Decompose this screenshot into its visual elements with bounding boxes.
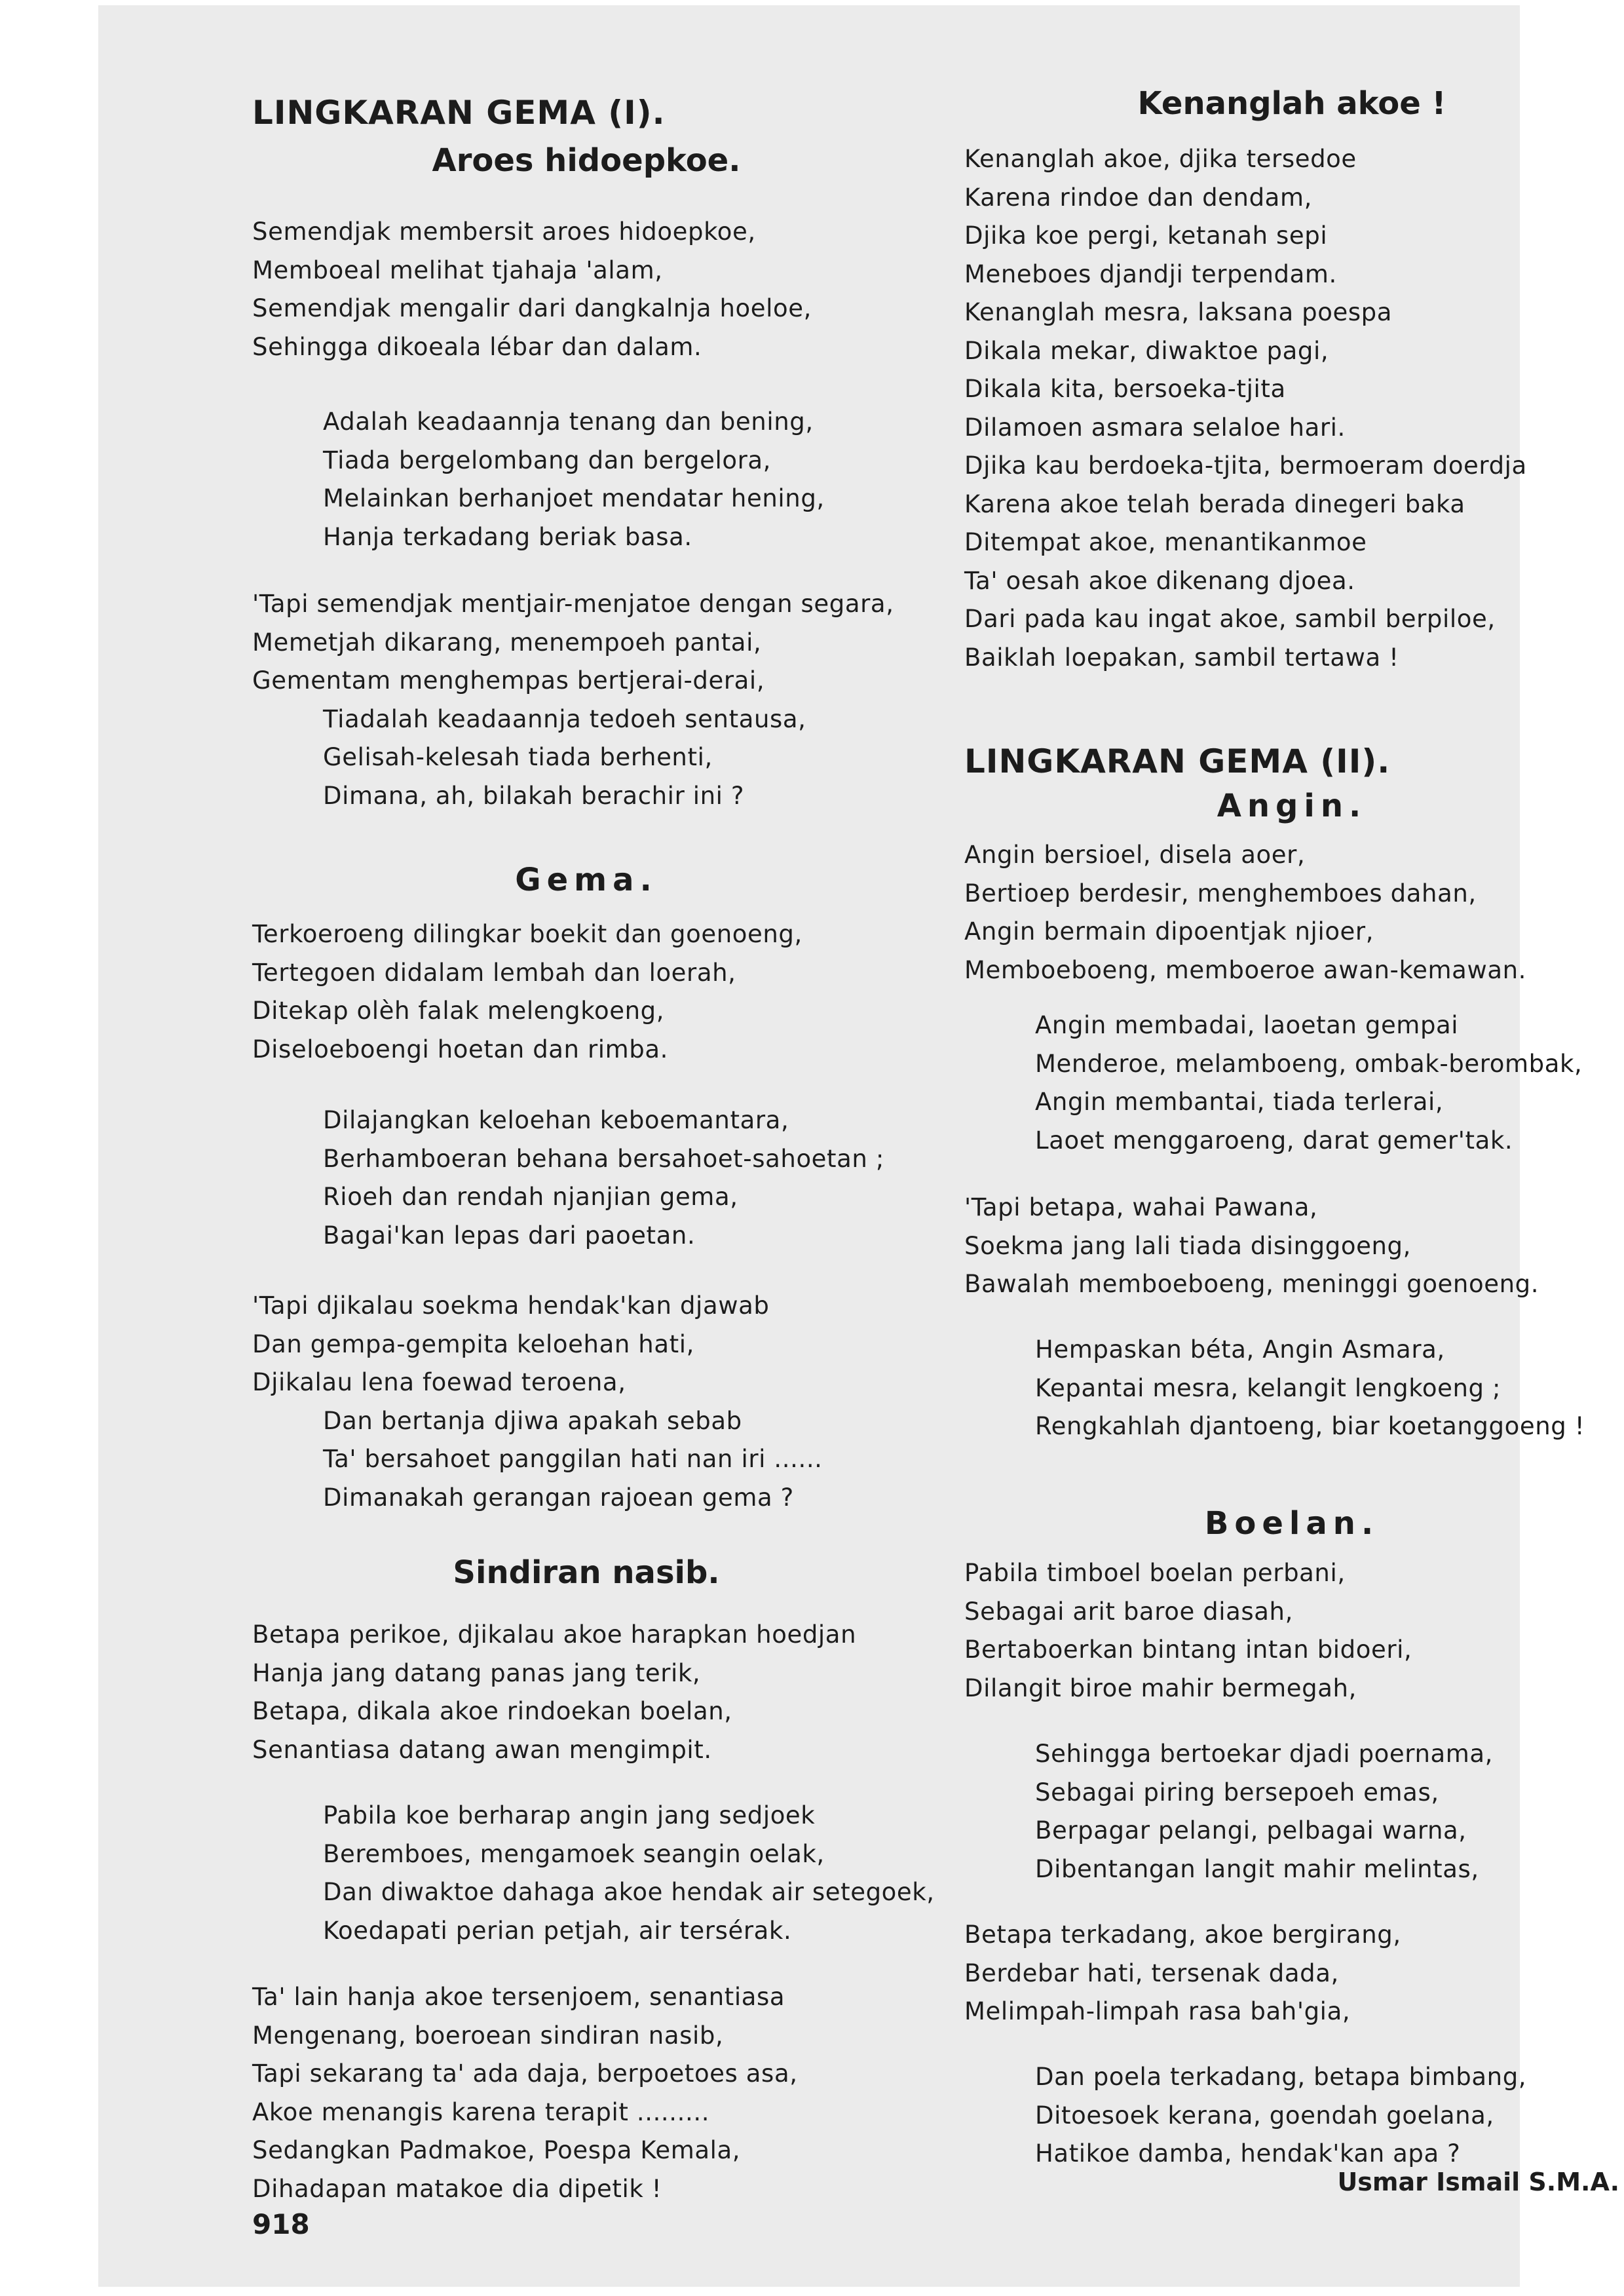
poem-title: Kenanglah akoe !: [1137, 85, 1446, 122]
poem-line: Angin bermain dipoentjak njioer,: [964, 917, 1374, 946]
poem-line: Kepantai mesra, kelangit lengkoeng ;: [1035, 1373, 1501, 1402]
poem-line: Hatikoe damba, hendak'kan apa ?: [1035, 2139, 1461, 2168]
poem-line: Diseloeboengi hoetan dan rimba.: [252, 1035, 669, 1063]
poem-line: Sebagai arit baroe diasah,: [964, 1597, 1293, 1626]
poem-kenanglah-akoe: [964, 84, 1619, 123]
poem-gema: [252, 860, 920, 900]
poem-line: Meneboes djandji terpendam.: [964, 259, 1337, 288]
poem-line: Sehingga bertoekar djadi poernama,: [1035, 1740, 1494, 1768]
poem-line: Bertaboerkan bintang intan bidoeri,: [964, 1636, 1412, 1664]
poem-line: Dan diwaktoe dahaga akoe hendak air setegoek,: [323, 1878, 935, 1906]
poem-line: Angin bersioel, disela aoer,: [964, 841, 1306, 869]
poem-line: Karena akoe telah berada dinegeri baka: [964, 489, 1465, 518]
poem-line: Dan gempa-gempita keloehan hati,: [252, 1330, 694, 1358]
poem-line: Ta' lain hanja akoe tersenjoem, senantiasa: [252, 1983, 785, 2011]
poem-line: Dimanakah gerangan rajoean gema ?: [323, 1483, 794, 1512]
poem-line: Rengkahlah djantoeng, biar koetanggoeng !: [1035, 1412, 1585, 1440]
poem-line: Mengenang, boeroean sindiran nasib,: [252, 2021, 724, 2050]
poem-line: Ditoesoek kerana, goendah goelana,: [1035, 2101, 1494, 2130]
poem-line: Karena rindoe dan dendam,: [964, 183, 1312, 212]
poem-aroes-hidoepkoe: [252, 141, 920, 180]
poem-stanza: [252, 213, 920, 366]
poem-stanza: [964, 836, 1619, 989]
poem-line: Dan poela terkadang, betapa bimbang,: [1035, 2063, 1527, 2091]
poem-sindiran-nasib: [252, 1553, 920, 1592]
poem-line: Dikala kita, bersoeka-tjita: [964, 375, 1286, 403]
poem-line: Bertioep berdesir, menghemboes dahan,: [964, 879, 1477, 908]
poem-line: Djika kau berdoeka-tjita, bermoeram doerdja: [964, 451, 1527, 480]
poem-line: Angin membantai, tiada terlerai,: [1035, 1088, 1444, 1116]
poem-line: Djika koe pergi, ketanah sepi: [964, 221, 1328, 250]
poem-line: Beremboes, mengamoek seangin oelak,: [323, 1839, 825, 1868]
poem-line: Dilangit biroe mahir bermegah,: [964, 1674, 1357, 1702]
poem-line: Pabila koe berharap angin jang sedjoek: [323, 1801, 816, 1829]
poem-line: Pabila timboel boelan perbani,: [964, 1559, 1346, 1587]
poem-stanza: [964, 1189, 1619, 1304]
poem-line: Dilamoen asmara selaloe hari.: [964, 413, 1346, 442]
poem-line: Ditekap olèh falak melengkoeng,: [252, 997, 665, 1025]
poem-line: 'Tapi djikalau soekma hendak'kan djawab: [252, 1292, 770, 1320]
poem-stanza: [252, 1287, 920, 1517]
poem-line: Dan bertanja djiwa apakah sebab: [323, 1406, 742, 1435]
poem-line: Melimpah-limpah rasa bah'gia,: [964, 1997, 1351, 2025]
series-heading-ii: LINGKARAN GEMA (II).: [964, 742, 1391, 780]
poem-title: Sindiran nasib.: [453, 1554, 720, 1591]
poem-line: Laoet menggaroeng, darat gemer'tak.: [1035, 1126, 1513, 1155]
poem-line: Tapi sekarang ta' ada daja, berpoetoes asa,: [252, 2059, 798, 2088]
poem-title: Gema.: [515, 862, 658, 898]
poem-line: Kenanglah akoe, djika tersedoe: [964, 145, 1357, 173]
poem-line: 'Tapi betapa, wahai Pawana,: [964, 1193, 1318, 1221]
author-byline: Usmar Ismail S.M.A.: [1337, 2168, 1619, 2196]
poem-line: Melainkan berhanjoet mendatar hening,: [323, 484, 825, 512]
poem-line: Berhamboeran behana bersahoet-sahoetan ;: [323, 1144, 884, 1173]
poem-line: Hanja terkadang beriak basa.: [323, 522, 692, 551]
poem-line: Ta' oesah akoe dikenang djoea.: [964, 566, 1355, 595]
poem-stanza: [252, 1101, 920, 1255]
poem-line: Hempaskan béta, Angin Asmara,: [1035, 1335, 1445, 1364]
poem-angin: [964, 786, 1619, 826]
poem-stanza: [964, 1735, 1619, 1888]
poem-line: Angin membadai, laoetan gempai: [1035, 1011, 1459, 1039]
poem-line: Betapa terkadang, akoe bergirang,: [964, 1921, 1401, 1949]
poem-line: Berdebar hati, tersenak dada,: [964, 1959, 1339, 1987]
poem-stanza: [964, 140, 1619, 677]
poem-line: Berpagar pelangi, pelbagai warna,: [1035, 1816, 1467, 1845]
poem-line: Hanja jang datang panas jang terik,: [252, 1658, 701, 1687]
poem-line: Memboeal melihat tjahaja 'alam,: [252, 256, 663, 284]
poem-line: Gementam menghempas bertjerai-derai,: [252, 666, 765, 695]
poem-stanza: [964, 1916, 1619, 2031]
poem-line: Bawalah memboeboeng, meninggi goenoeng.: [964, 1270, 1539, 1298]
poem-boelan: [964, 1504, 1619, 1543]
poem-title: Angin.: [1217, 788, 1367, 824]
poem-line: Dibentangan langit mahir melintas,: [1035, 1854, 1479, 1883]
poem-line: 'Tapi semendjak mentjair-menjatoe dengan segara,: [252, 590, 894, 618]
poem-stanza: [964, 2058, 1619, 2173]
poem-stanza: [964, 1006, 1619, 1160]
poem-line: Semendjak mengalir dari dangkalnja hoeloe,: [252, 294, 812, 322]
poem-line: Gelisah-kelesah tiada berhenti,: [323, 743, 713, 771]
poem-line: Sebagai piring bersepoeh emas,: [1035, 1778, 1439, 1807]
poem-line: Senantiasa datang awan mengimpit.: [252, 1735, 712, 1764]
poem-line: Dikala mekar, diwaktoe pagi,: [964, 336, 1329, 365]
poem-line: Terkoeroeng dilingkar boekit dan goenoeng,: [252, 920, 803, 948]
poem-line: Akoe menangis karena terapit .........: [252, 2097, 710, 2126]
poem-line: Dari pada kau ingat akoe, sambil berpiloe,: [964, 605, 1496, 633]
poem-stanza: [252, 1616, 920, 1769]
poem-line: Tiadalah keadaannja tedoeh sentausa,: [323, 704, 806, 733]
poem-line: Koedapati perian petjah, air tersérak.: [323, 1916, 792, 1945]
poem-title: Aroes hidoepkoe.: [432, 142, 741, 179]
poem-stanza: [252, 403, 920, 556]
poem-line: Rioeh dan rendah njanjian gema,: [323, 1183, 738, 1211]
poem-line: Tertegoen didalam lembah dan loerah,: [252, 958, 736, 987]
poem-stanza: [252, 1797, 935, 1950]
poem-line: Kenanglah mesra, laksana poespa: [964, 298, 1393, 326]
poem-line: Betapa, dikala akoe rindoekan boelan,: [252, 1697, 732, 1725]
poem-line: Dihadapan matakoe dia dipetik !: [252, 2174, 662, 2203]
poem-line: Dimana, ah, bilakah berachir ini ?: [323, 781, 745, 810]
poem-line: Ditempat akoe, menantikanmoe: [964, 528, 1367, 556]
poem-line: Menderoe, melamboeng, ombak-berombak,: [1035, 1049, 1583, 1078]
poem-line: Baiklah loepakan, sambil tertawa !: [964, 643, 1399, 672]
poem-stanza: [964, 1331, 1619, 1446]
poem-line: Sehingga dikoeala lébar dan dalam.: [252, 332, 702, 361]
poem-stanza: [252, 915, 920, 1069]
poem-title: Boelan.: [1204, 1505, 1380, 1542]
poem-line: Dilajangkan keloehan keboemantara,: [323, 1106, 789, 1134]
poem-stanza: [252, 585, 920, 815]
poem-line: Tiada bergelombang dan bergelora,: [323, 446, 772, 474]
page-number: 918: [252, 2208, 310, 2240]
series-heading-i: LINGKARAN GEMA (I).: [252, 94, 666, 132]
poem-line: Bagai'kan lepas dari paoetan.: [323, 1221, 696, 1250]
poem-line: Djikalau lena foewad teroena,: [252, 1368, 626, 1396]
journal-page: [98, 5, 1619, 2287]
poem-line: Adalah keadaannja tenang dan bening,: [323, 408, 814, 436]
poem-line: Sedangkan Padmakoe, Poespa Kemala,: [252, 2136, 741, 2164]
poem-line: Memboeboeng, memboeroe awan-kemawan.: [964, 955, 1527, 984]
poem-line: Ta' bersahoet panggilan hati nan iri ......: [323, 1445, 823, 1473]
poem-stanza: [252, 1978, 920, 2208]
poem-line: Semendjak membersit aroes hidoepkoe,: [252, 218, 756, 246]
poem-line: Betapa perikoe, djikalau akoe harapkan hoedjan: [252, 1620, 857, 1649]
poem-line: Memetjah dikarang, menempoeh pantai,: [252, 628, 762, 657]
poem-stanza: [964, 1554, 1619, 1708]
poem-line: Soekma jang lali tiada disinggoeng,: [964, 1231, 1411, 1260]
